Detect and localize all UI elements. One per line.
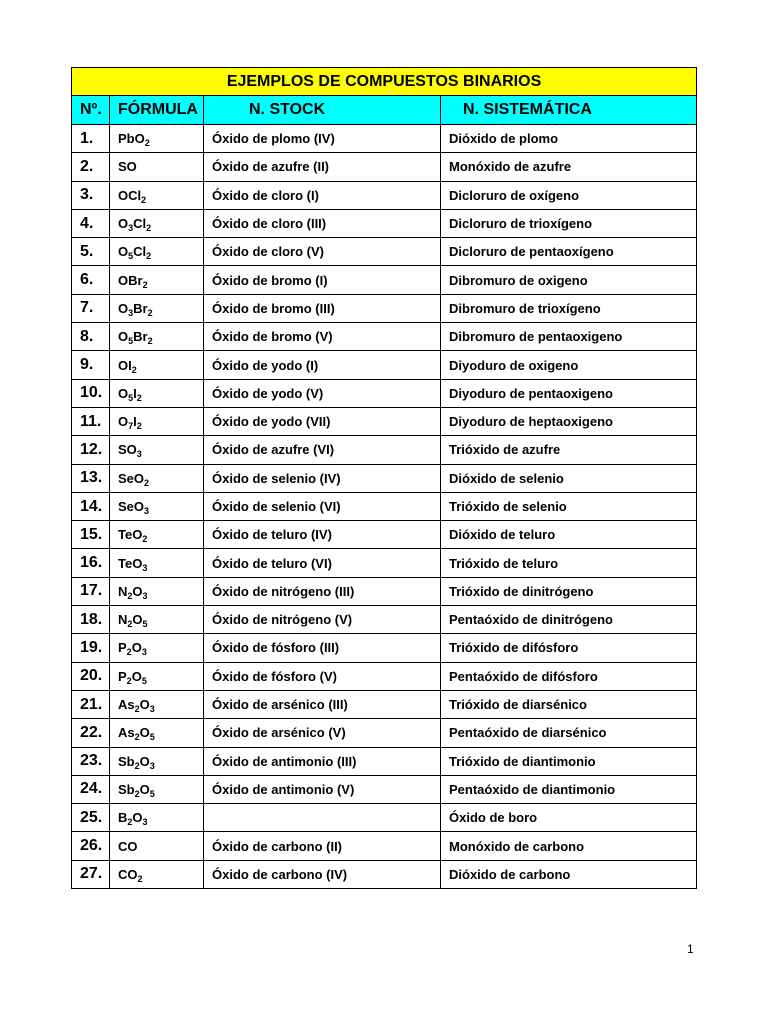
formula-subscript: 2	[126, 675, 132, 686]
formula-subscript: 5	[142, 619, 148, 630]
formula-cell	[110, 323, 204, 351]
formula-symbol: O	[139, 725, 150, 741]
row-number: 8.	[72, 323, 110, 351]
formula-subscript: 2	[142, 279, 148, 290]
systematic-name-cell: Trióxido de azufre	[441, 436, 697, 464]
row-number: 6.	[72, 266, 110, 294]
formula-subscript: 3	[142, 562, 148, 573]
table-title-row	[72, 68, 697, 96]
systematic-name-cell: Dicloruro de oxígeno	[441, 181, 697, 209]
formula-subscript: 5	[128, 251, 134, 262]
stock-name-cell: Óxido de bromo (III)	[204, 294, 441, 322]
systematic-name-cell: Trióxido de teluro	[441, 549, 697, 577]
formula-cell	[110, 492, 204, 520]
row-number: 5.	[72, 238, 110, 266]
formula-cell	[110, 294, 204, 322]
formula-cell	[110, 407, 204, 435]
row-number: 10.	[72, 379, 110, 407]
stock-name-cell: Óxido de bromo (V)	[204, 323, 441, 351]
formula-subscript: 5	[128, 336, 134, 347]
stock-name-cell: Óxido de yodo (V)	[204, 379, 441, 407]
stock-name-cell: Óxido de teluro (VI)	[204, 549, 441, 577]
row-number: 2.	[72, 153, 110, 181]
table-row	[72, 436, 697, 464]
row-number: 7.	[72, 294, 110, 322]
formula-cell	[110, 379, 204, 407]
systematic-name-cell: Dicloruro de pentaoxígeno	[441, 238, 697, 266]
formula-subscript: 2	[146, 223, 152, 234]
table-row	[72, 690, 697, 718]
stock-name-cell: Óxido de cloro (V)	[204, 238, 441, 266]
formula-symbol: Sb	[118, 753, 135, 769]
table-row	[72, 238, 697, 266]
systematic-name-cell: Trióxido de diarsénico	[441, 690, 697, 718]
row-number: 14.	[72, 492, 110, 520]
formula-cell	[110, 690, 204, 718]
formula-symbol: O	[118, 385, 129, 401]
formula-symbol: TeO	[118, 555, 143, 571]
systematic-name-cell: Dibromuro de trioxígeno	[441, 294, 697, 322]
formula-subscript: 5	[141, 675, 147, 686]
table-row	[72, 860, 697, 888]
stock-name-cell: Óxido de cloro (III)	[204, 209, 441, 237]
systematic-name-cell: Monóxido de carbono	[441, 832, 697, 860]
table-row	[72, 379, 697, 407]
formula-symbol: OI	[118, 357, 132, 373]
systematic-name-cell: Diyoduro de pentaoxigeno	[441, 379, 697, 407]
formula-cell	[110, 209, 204, 237]
formula-symbol: O	[118, 216, 129, 232]
table-row	[72, 662, 697, 690]
formula-cell	[110, 125, 204, 153]
formula-subscript: 5	[128, 392, 134, 403]
formula-symbol: TeO	[118, 527, 143, 543]
table-row	[72, 266, 697, 294]
formula-symbol: O	[131, 640, 142, 656]
formula-subscript: 2	[134, 732, 140, 743]
table-row	[72, 351, 697, 379]
formula-cell	[110, 153, 204, 181]
formula-subscript: 2	[131, 364, 137, 375]
stock-name-cell: Óxido de selenio (VI)	[204, 492, 441, 520]
formula-symbol: Br	[133, 300, 148, 316]
formula-symbol: O	[118, 300, 129, 316]
formula-symbol: SO	[118, 442, 137, 458]
formula-symbol: OBr	[118, 272, 143, 288]
formula-symbol: O	[134, 131, 145, 147]
formula-subscript: 2	[147, 336, 153, 347]
table-row	[72, 634, 697, 662]
row-number: 22.	[72, 719, 110, 747]
formula-cell	[110, 549, 204, 577]
formula-subscript: 3	[142, 590, 148, 601]
formula-symbol: O	[131, 668, 142, 684]
row-number: 21.	[72, 690, 110, 718]
formula-symbol: B	[118, 810, 128, 826]
stock-name-cell: Óxido de arsénico (III)	[204, 690, 441, 718]
stock-name-cell: Óxido de selenio (IV)	[204, 464, 441, 492]
formula-subscript: 2	[134, 760, 140, 771]
formula-subscript: 2	[127, 619, 133, 630]
stock-name-cell: Óxido de carbono (II)	[204, 832, 441, 860]
systematic-name-cell: Óxido de boro	[441, 804, 697, 832]
formula-subscript: 2	[144, 477, 150, 488]
formula-symbol: O	[139, 781, 150, 797]
row-number: 18.	[72, 606, 110, 634]
formula-cell	[110, 436, 204, 464]
table-row	[72, 153, 697, 181]
table-row	[72, 775, 697, 803]
formula-cell	[110, 238, 204, 266]
table-row	[72, 804, 697, 832]
formula-symbol: Cl	[133, 244, 147, 260]
header-formula: FÓRMULA	[110, 96, 204, 125]
formula-cell	[110, 464, 204, 492]
formula-subscript: 2	[144, 138, 150, 149]
systematic-name-cell: Dibromuro de oxigeno	[441, 266, 697, 294]
formula-subscript: 3	[142, 817, 148, 828]
row-number: 15.	[72, 521, 110, 549]
stock-name-cell: Óxido de carbono (IV)	[204, 860, 441, 888]
systematic-name-cell: Pentaóxido de difósforo	[441, 662, 697, 690]
formula-cell	[110, 266, 204, 294]
stock-name-cell: Óxido de yodo (I)	[204, 351, 441, 379]
systematic-name-cell: Diyoduro de oxigeno	[441, 351, 697, 379]
formula-cell	[110, 860, 204, 888]
stock-name-cell: Óxido de antimonio (III)	[204, 747, 441, 775]
header-stock-name: N. STOCK	[204, 96, 441, 125]
systematic-name-cell: Dióxido de selenio	[441, 464, 697, 492]
formula-cell	[110, 775, 204, 803]
header-systematic-name: N. SISTEMÁTICA	[441, 96, 697, 125]
formula-subscript: 2	[134, 704, 140, 715]
formula-cell	[110, 747, 204, 775]
formula-symbol: OCl	[118, 187, 142, 203]
systematic-name-cell: Monóxido de azufre	[441, 153, 697, 181]
formula-symbol: Pb	[118, 131, 135, 147]
formula-symbol: I	[133, 385, 137, 401]
row-number: 26.	[72, 832, 110, 860]
formula-cell	[110, 662, 204, 690]
formula-subscript: 2	[136, 392, 142, 403]
table-row	[72, 521, 697, 549]
formula-subscript: 3	[149, 704, 155, 715]
formula-symbol: P	[118, 640, 127, 656]
stock-name-cell	[204, 804, 441, 832]
formula-cell	[110, 719, 204, 747]
systematic-name-cell: Pentaóxido de diarsénico	[441, 719, 697, 747]
stock-name-cell: Óxido de bromo (I)	[204, 266, 441, 294]
table-row	[72, 747, 697, 775]
formula-subscript: 3	[128, 223, 134, 234]
formula-cell	[110, 521, 204, 549]
table-row	[72, 549, 697, 577]
formula-symbol: CO	[118, 866, 138, 882]
formula-subscript: 2	[127, 590, 133, 601]
table-row	[72, 577, 697, 605]
formula-symbol: O	[139, 753, 150, 769]
table-row	[72, 464, 697, 492]
systematic-name-cell: Dióxido de teluro	[441, 521, 697, 549]
stock-name-cell: Óxido de yodo (VII)	[204, 407, 441, 435]
formula-symbol: As	[118, 725, 135, 741]
formula-symbol: P	[118, 668, 127, 684]
table-row	[72, 832, 697, 860]
formula-symbol: O	[132, 810, 143, 826]
stock-name-cell: Óxido de nitrógeno (III)	[204, 577, 441, 605]
table-row	[72, 181, 697, 209]
systematic-name-cell: Dióxido de carbono	[441, 860, 697, 888]
formula-subscript: 2	[134, 788, 140, 799]
formula-cell	[110, 606, 204, 634]
row-number: 12.	[72, 436, 110, 464]
systematic-name-cell: Dibromuro de pentaoxigeno	[441, 323, 697, 351]
stock-name-cell: Óxido de fósforo (V)	[204, 662, 441, 690]
formula-symbol: O	[118, 414, 129, 430]
row-number: 19.	[72, 634, 110, 662]
systematic-name-cell: Trióxido de difósforo	[441, 634, 697, 662]
formula-subscript: 5	[149, 732, 155, 743]
formula-symbol: Sb	[118, 781, 135, 797]
table-row	[72, 209, 697, 237]
stock-name-cell: Óxido de azufre (II)	[204, 153, 441, 181]
formula-subscript: 2	[142, 534, 148, 545]
systematic-name-cell: Pentaóxido de dinitrógeno	[441, 606, 697, 634]
formula-symbol: As	[118, 697, 135, 713]
stock-name-cell: Óxido de azufre (VI)	[204, 436, 441, 464]
row-number: 11.	[72, 407, 110, 435]
header-number: Nº.	[72, 96, 110, 125]
formula-cell	[110, 577, 204, 605]
systematic-name-cell: Dicloruro de trioxígeno	[441, 209, 697, 237]
row-number: 16.	[72, 549, 110, 577]
formula-subscript: 2	[126, 647, 132, 658]
row-number: 9.	[72, 351, 110, 379]
formula-subscript: 2	[127, 817, 133, 828]
row-number: 17.	[72, 577, 110, 605]
systematic-name-cell: Pentaóxido de diantimonio	[441, 775, 697, 803]
stock-name-cell: Óxido de plomo (IV)	[204, 125, 441, 153]
table-header-row	[72, 96, 697, 125]
table-row	[72, 719, 697, 747]
row-number: 23.	[72, 747, 110, 775]
formula-symbol: CO	[118, 838, 138, 854]
formula-symbol: SO	[118, 159, 137, 175]
stock-name-cell: Óxido de nitrógeno (V)	[204, 606, 441, 634]
row-number: 4.	[72, 209, 110, 237]
formula-subscript: 2	[146, 251, 152, 262]
stock-name-cell: Óxido de arsénico (V)	[204, 719, 441, 747]
formula-symbol: O	[139, 697, 150, 713]
table-row	[72, 606, 697, 634]
systematic-name-cell: Trióxido de diantimonio	[441, 747, 697, 775]
formula-cell	[110, 634, 204, 662]
stock-name-cell: Óxido de teluro (IV)	[204, 521, 441, 549]
table-title: EJEMPLOS DE COMPUESTOS BINARIOS	[72, 68, 697, 96]
formula-symbol: O	[118, 244, 129, 260]
row-number: 24.	[72, 775, 110, 803]
systematic-name-cell: Diyoduro de heptaoxigeno	[441, 407, 697, 435]
formula-cell	[110, 832, 204, 860]
row-number: 20.	[72, 662, 110, 690]
stock-name-cell: Óxido de antimonio (V)	[204, 775, 441, 803]
row-number: 27.	[72, 860, 110, 888]
table-row	[72, 492, 697, 520]
formula-subscript: 5	[149, 788, 155, 799]
stock-name-cell: Óxido de cloro (I)	[204, 181, 441, 209]
formula-cell	[110, 351, 204, 379]
formula-cell	[110, 804, 204, 832]
formula-subscript: 2	[136, 421, 142, 432]
row-number: 13.	[72, 464, 110, 492]
formula-symbol: Cl	[133, 216, 147, 232]
formula-symbol: O	[132, 612, 143, 628]
row-number: 3.	[72, 181, 110, 209]
formula-subscript: 7	[128, 421, 134, 432]
formula-symbol: O	[118, 329, 129, 345]
table-row	[72, 323, 697, 351]
formula-subscript: 3	[149, 760, 155, 771]
formula-subscript: 3	[128, 307, 134, 318]
formula-subscript: 2	[147, 307, 153, 318]
row-number: 1.	[72, 125, 110, 153]
formula-subscript: 2	[141, 194, 147, 205]
compounds-table	[71, 67, 697, 889]
table-row	[72, 294, 697, 322]
formula-subscript: 3	[141, 647, 147, 658]
formula-symbol: O	[132, 583, 143, 599]
systematic-name-cell: Dióxido de plomo	[441, 125, 697, 153]
formula-symbol: Br	[133, 329, 148, 345]
table-row	[72, 407, 697, 435]
stock-name-cell: Óxido de fósforo (III)	[204, 634, 441, 662]
formula-symbol: N	[118, 612, 128, 628]
table-body	[72, 125, 697, 889]
formula-subscript: 2	[137, 873, 143, 884]
formula-symbol: N	[118, 583, 128, 599]
page-number: 1	[687, 942, 694, 956]
table-row	[72, 125, 697, 153]
formula-cell	[110, 181, 204, 209]
formula-symbol: SeO	[118, 470, 145, 486]
systematic-name-cell: Trióxido de selenio	[441, 492, 697, 520]
systematic-name-cell: Trióxido de dinitrógeno	[441, 577, 697, 605]
formula-symbol: SeO	[118, 499, 145, 514]
row-number: 25.	[72, 804, 110, 832]
formula-subscript: 3	[136, 449, 142, 460]
formula-subscript: 3	[144, 506, 150, 516]
formula-symbol: I	[133, 414, 137, 430]
